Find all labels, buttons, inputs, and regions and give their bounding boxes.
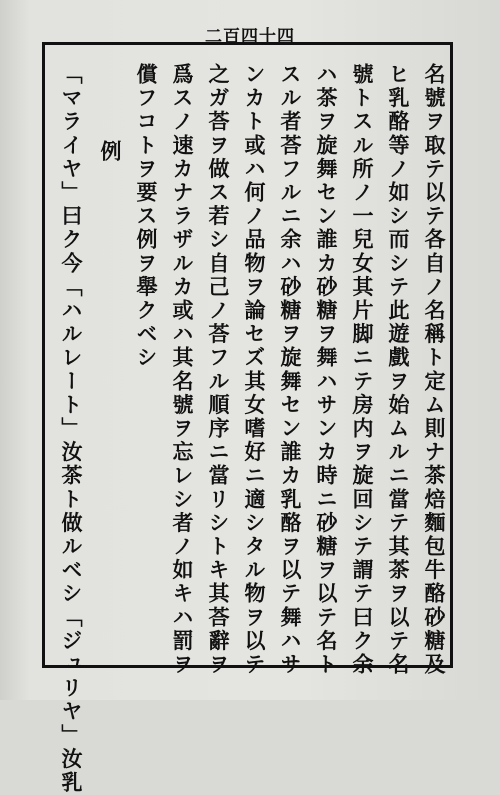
- text-column: 爲スノ速カナラザルカ或ハ其名號ヲ忘レシ者ノ如キハ罰ヲ: [170, 63, 195, 677]
- text-column: 名號ヲ取テ以テ各自ノ名稱ト定ム則ナ茶焙麵包牛酪砂糖及: [422, 63, 447, 677]
- page-number: 二百四十四: [205, 27, 295, 47]
- text-column: ンカト或ハ何ノ品物ヲ論セズ其女嗜好ニ適シタル物ヲ以テ: [242, 63, 267, 677]
- text-frame: [42, 42, 453, 795]
- text-column: 償フコトヲ要ス例ヲ舉クベシ: [134, 63, 159, 370]
- text-column: ヒ乳酪等ノ如シ而シテ此遊戲ヲ始ムルニ當テ其茶ヲ以テ名: [386, 63, 411, 677]
- text-column: 號トスル所ノ一兒女其片脚ニテ房内ヲ旋回シテ謂テ曰ク余: [350, 63, 375, 677]
- example-heading: 例: [98, 140, 123, 164]
- text-column: 「マライヤ」曰ク今「ハルレート」汝茶ト做ルベシ「ジュリヤ」汝乳: [59, 63, 84, 795]
- text-column: 之ガ荅ヲ做ス若シ自己ノ荅フル順序ニ當リシトキ其荅辭ヲ: [206, 63, 231, 677]
- text-column: ハ茶ヲ旋舞セン誰カ砂糖ヲ舞ハサンカ時ニ砂糖ヲ以テ名ト: [314, 63, 339, 677]
- text-column: スル者荅フルニ余ハ砂糖ヲ旋舞セン誰カ乳酪ヲ以テ舞ハサ: [278, 63, 303, 677]
